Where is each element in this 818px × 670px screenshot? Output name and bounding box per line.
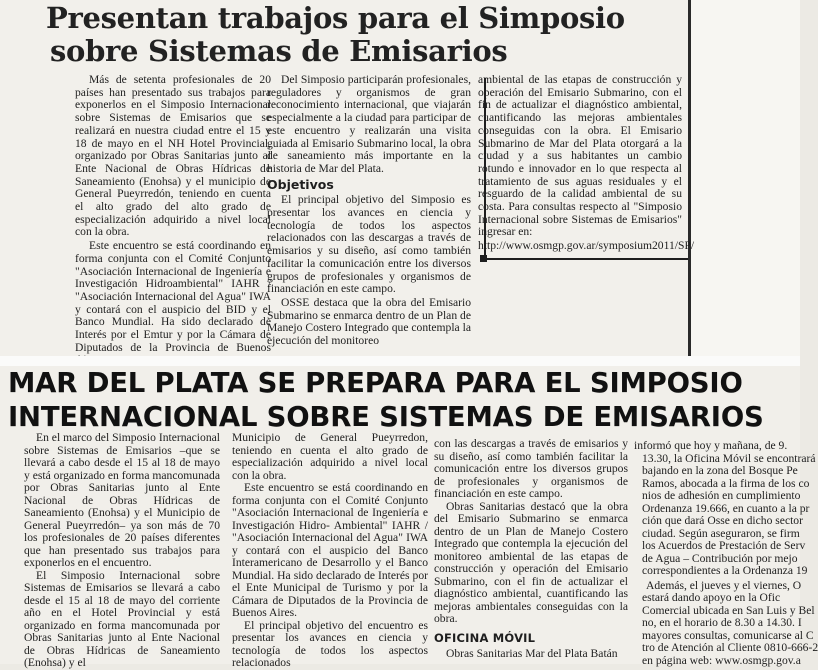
bottom-headline	[8, 366, 798, 434]
paragraph: Municipio de General Pueyrredon, teniendo en cuenta el alto grado de especialización adquirido a nivel local con la obra.	[232, 431, 428, 482]
paragraph: OSSE destaca que la obra del Emisario Submarino se enmarca dentro de un Plan de Manejo Costero Integrado que contempla la ejecución del monitoreo	[267, 295, 471, 348]
text-line: ciudad. Según aseguraron, se firm	[642, 526, 800, 540]
text-line: los Acuerdos de Prestación de Serv	[642, 539, 806, 552]
paragraph: Este encuentro se está coordinando en forma conjunta con el Comité Conjunto "Asociación Internacional de Ingeniería e Investigación Hidro- Ambiental" IAHR / "Asociación Internacional del Agua" IWA y contará con el auspicio del Banco Interamericano de Desarrollo y el Banco Mundial. Ha sido declarado de Interés por el Ente Municipal de Turismo y por la Cámara de Diputados de la Provincia de Buenos Aires.	[232, 481, 428, 619]
top-column-1	[75, 74, 271, 367]
text-line: informó que hoy y mañana, de 9.	[634, 439, 788, 452]
text-line: Comercial ubicada en San Luis y Bel	[642, 603, 815, 617]
bottom-column-1	[24, 432, 220, 670]
text-line: no, en el horario de 8.30 a 14.30. I	[642, 616, 802, 629]
text-line: Ordenanza 19.666, en cuanto a la pr	[642, 501, 810, 515]
paragraph: Este encuentro se está coordinando en forma conjunta con el Comité Conjunto "Asociación Internacional de Ingeniería e Investigación Hidroambiental" IAHR / "Asociación Internacional del Agua" IWA y contará con el auspicio del BID y el Banco Mundial. Ha sido declarado de Interés por el Emtur y por la Cámara de Diputados de la Provincia de Buenos	[75, 239, 271, 354]
subheading-objetivos: Objetivos	[267, 176, 334, 192]
bottom-column-4	[634, 439, 818, 667]
paragraph: con las descargas a través de emisarios y su diseño, así como también facilitar la comunicación entre los diversos grupos de profesionales y organismos de financiación en este campo.	[434, 437, 628, 500]
paragraph: Del Simposio participarán profesionales, reguladores y organismos de gran reconocimiento internacional, que viajarán especialmente a la ciudad para participar de este encuentro y realizarán una visita guiada al Emisario Submarino local, la obra de saneamiento más importante en la historia de Mar del Plata.	[267, 73, 471, 175]
top-column-2	[267, 74, 471, 348]
blank-margin	[691, 0, 800, 356]
paragraph: El principal objetivo del Simposio es presentar los avances en ciencia y tecnología de todos los aspectos relacionados con las descargas a través de emisarios y su diseño, así como también facilitar la comunicación entre los diversos grupos de profesionales y organismos de financiación en este campo.	[267, 193, 471, 296]
text-line: mayores consultas, comunicarse al C	[642, 628, 814, 642]
paragraph: ambiental de las etapas de construcción y operación del Emisario Submarino, con el fin de actualizar el diagnóstico ambiental, cuantificando las mejoras ambientales conseguidas con la obra. El Emisario Submarino de Mar del Plata otorgará a la ciudad y a sus habitantes un cambio rotundo e innovador en lo que respecta al tratamiento de sus aguas residuales y el resguardo de la calidad ambiental de su costa. Para consultas respecto al "Simposio Internacional sobre Sistemas de Emisarios" ingresar en:	[478, 73, 682, 239]
text-line: Ramos, abocada a la firma de los co	[642, 476, 810, 490]
paragraph: Obras Sanitarias destacó que la obra del Emisario Submarino se enmarca dentro de un Plan de Manejo Costero Integrado que contempla la ejecución del monitoreo ambiental de las etapas de construcción y operación del Emisario Submarino, con el fin de actualizar el diagnóstico ambiental, cuantificando las mejoras ambientales conseguidas con la obra.	[434, 499, 628, 625]
paragraph: Más de setenta profesionales de 20 países han presentado sus trabajos para exponerlos en el Simposio Internacional sobre Sistemas de Emisarios que se realizará en nuestra ciudad entre el 15 y 18 de mayo en el NH Hotel Provincial, organizado por Obras Sanitarias junto al Ente Nacional de Obras Hídricas de Saneamiento (Enohsa) y el municipio de General Pueyrredón, teniendo en cuenta el alto grado del alto grado de especialización adquirido a nivel local con la obra.	[75, 73, 271, 239]
text-line: estará dando apoyo en la Ofic	[642, 591, 781, 604]
text-line: en página web: www.osmgp.gov.a	[642, 653, 801, 667]
end-mark-icon	[480, 255, 487, 262]
text-line: Además, el jueves y el viernes, O	[646, 578, 802, 592]
clipping-divider	[0, 356, 800, 366]
text-line: nios de adhesión en cumplimiento	[642, 489, 801, 502]
symposium-url	[478, 239, 695, 265]
text-line: tro de Atención al Cliente 0810-666-2	[642, 641, 818, 654]
bottom-column-2	[232, 432, 428, 670]
paragraph: El principal objetivo del encuentro es presentar los avances en ciencia y tecnología de todos los aspectos relacionados	[232, 618, 428, 669]
paragraph: Obras Sanitarias Mar del Plata Batán	[446, 647, 618, 660]
top-column-3	[478, 73, 695, 266]
url-text: http://www.osmgp.gov.ar/symposium2011/SP/	[478, 239, 695, 253]
text-line: ción que dará Osse en dicho sector	[642, 514, 803, 527]
text-line: de Agua – Contribución por mejo	[642, 551, 798, 565]
bottom-clipping	[0, 366, 818, 669]
text-line: bajando en la zona del Bosque Pe	[642, 464, 798, 477]
text-line: 13.30, la Oficina Móvil se encontrará	[642, 451, 816, 465]
text-line: correspondientes a la Ordenanza 19	[642, 564, 808, 577]
paragraph: En el marco del Simposio Internacional sobre Sistemas de Emisarios –que se llevará a cabo desde el 15 al 18 de mayo y está organizado en forma mancomunada por Obras Sanitarias junto al Ente Nacional de Obras Hídricas de Saneamiento (Enohsa) y el Municipio de General Pueyrredón– ya son más de 70 los profesionales de 20 países diferentes que han presentado sus trabajos para exponerlos en el encuentro.	[24, 431, 220, 569]
top-headline-line1: Presentan trabajos para el Simposio	[46, 1, 625, 35]
bottom-column-3	[434, 438, 628, 661]
bottom-headline-line1: MAR DEL PLATA SE PREPARA PARA EL SIMPOSIO	[8, 367, 743, 399]
bottom-headline-line2: INTERNACIONAL SOBRE SISTEMAS DE EMISARIOS	[8, 401, 764, 433]
subheading-oficina-movil: OFICINA MÓVIL	[434, 630, 536, 645]
column-border-rule	[688, 0, 691, 356]
top-headline	[46, 2, 646, 68]
top-headline-line2: sobre Sistemas de Emisarios	[50, 34, 508, 68]
paragraph: El Simposio Internacional sobre Sistemas de Emisarios se llevará a cabo desde el 15 al 18 de mayo del corriente año en el Hotel Provincial y está organizado en forma mancomunada por Obras Sanitarias junto al Ente Nacional de Obras Hídricas de Saneamiento (Enohsa) y el	[24, 568, 220, 669]
